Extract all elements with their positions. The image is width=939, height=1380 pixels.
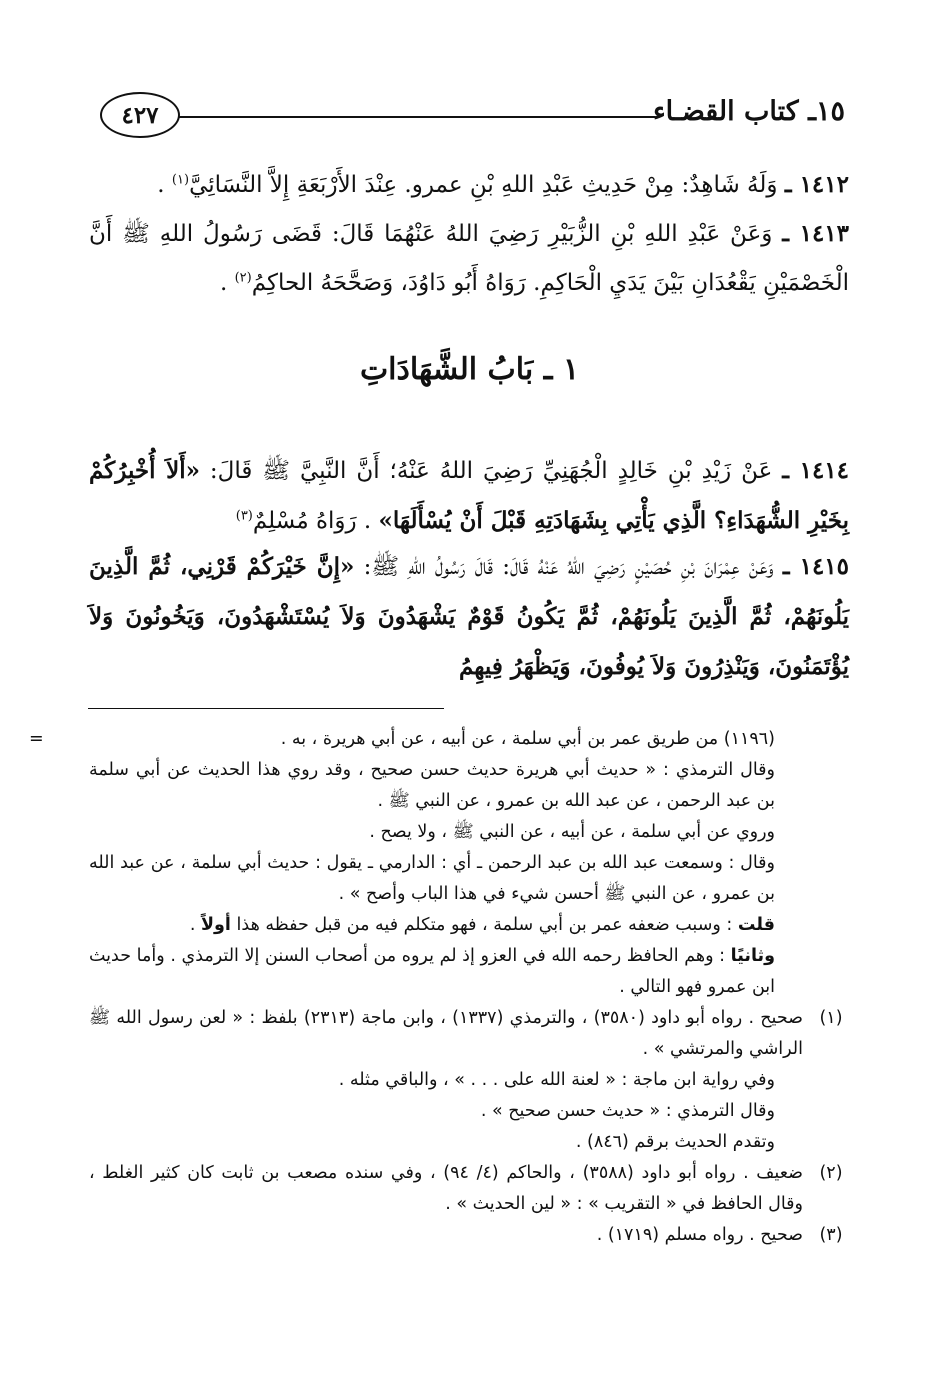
footnote-marker: (١) (819, 1008, 843, 1028)
running-header (100, 92, 845, 142)
footnote-ref: (٣) (235, 508, 253, 524)
qult-label: قلت (737, 915, 775, 935)
footnote-marker: (٢) (819, 1163, 843, 1183)
footnote-subline: وقال الترمذي : « حديث حسن صحيح » . (480, 1101, 775, 1121)
footnote-subline: وتقدم الحديث برقم (٨٤٦) . (575, 1132, 775, 1152)
qult-awwalan: أولاً (201, 915, 231, 935)
header-rule (174, 116, 655, 118)
entry-1415 (89, 542, 849, 692)
footnote-line: وقال : وسمعت عبد الله بن عبد الرحمن ـ أي : الدارمي ـ يقول : حديث أبي سلمة ، عن عبد الله بن عمرو ، عن النبي ﷺ أحسن شيء في هذا الباب وأصح » . (89, 853, 775, 904)
footnotes (29, 724, 851, 1251)
chapter-title: ١٥ـ كتاب القضـاء (652, 96, 845, 127)
footnote-3 (89, 1220, 851, 1251)
footnote-2 (89, 1158, 851, 1220)
footnote-text: ضعيف . رواه أبو داود (٣٥٨٨) ، والحاكم (٤/ ٩٤) ، وفي سنده مصعب بن ثابت كان كثير الغلط ، وقال الحافظ في « التقريب » : « لين الحديث » . (89, 1163, 803, 1214)
footnote-continuation (29, 724, 851, 1003)
footnote-subline: وفي رواية ابن ماجة : « لعنة الله على . . . » ، والباقي مثله . (338, 1070, 775, 1090)
section-title: ١ ـ بَابُ الشَّهَادَاتِ (359, 352, 580, 387)
footnote-ref: (١) (171, 172, 190, 188)
entry-number: ١٤١٣ ـ (782, 220, 850, 247)
footnote-line: وروي عن أبي سلمة ، عن أبيه ، عن النبي ﷺ ، ولا يصح . (369, 822, 775, 842)
footnote-text: صحيح . رواه أبو داود (٣٥٨٠) ، والترمذي (١٣٣٧) ، وابن ماجة (٢٣١٣) بلفظ : « لعن رسول الله ﷺ الراشي والمرتشي » . (89, 1008, 803, 1059)
footnote-1 (89, 1003, 851, 1158)
entry-end: . (219, 270, 228, 296)
thaniyan-line (89, 941, 775, 1003)
entry-number: ١٤١٢ ـ (784, 171, 849, 198)
footnote-line: وقال الترمذي : « حديث أبي هريرة حديث حسن صحيح ، وقد روي هذا الحديث عن أبي سلمة بن عبد الرحمن ، عن عبد الله بن عمرو ، عن النبي ﷺ . (89, 760, 775, 811)
thaniyan-label: وثانيًا (730, 946, 775, 966)
page-number-oval (100, 92, 180, 138)
entry-end: . (157, 172, 165, 198)
continuation-mark: = (29, 729, 44, 749)
entry-intro: عَنْ زَيْدِ بْنِ خَالِدٍ الْجُهَنِيِّ رَضِيَ اللهُ عَنْهُ؛ أَنَّ النَّبِيَّ ﷺ قَالَ: (209, 458, 773, 484)
entry-1412 (89, 160, 849, 210)
footnote-separator (88, 708, 444, 709)
entry-intro: وَعَنْ عِمْرَانَ بْنِ حُصَيْنٍ رَضِيَ اللهُ عَنْهُ قَالَ: قَالَ رَسُولُ اللهِ ﷺ: (363, 554, 774, 580)
thaniyan-text: : وهم الحافظ رحمه الله في العزو إذ لم يروه من أصحاب السنن إلا الترمذي . وأما حديث ابن عمرو فهو التالي . (89, 946, 775, 997)
hadith-text: «إِنَّ خَيْرَكُمْ قَرْنِي، ثُمَّ الَّذِينَ يَلُونَهُمْ، ثُمَّ الَّذِينَ يَلُونَهُمْ، ثُمَّ يَكُونُ قَوْمٌ يَشْهَدُونَ وَلاَ يُسْتَشْهَدُونَ، وَيَخُونُونَ وَلاَ يُؤْتَمَنُونَ، وَيَنْذِرُونَ وَلاَ يُوفُونَ، وَيَظْهَرُ فِيهِمُ (89, 553, 849, 680)
entry-text: وَعَنْ عَبْدِ اللهِ بْنِ الزُّبَيْرِ رَضِيَ اللهُ عَنْهُمَا قَالَ: قَضَى رَسُولُ اللهِ ﷺ أَنَّ الْخَصْمَيْنِ يَقْعُدَانِ بَيْنَ يَدَيِ الْحَاكِمِ. رَوَاهُ أَبُو دَاوُدَ، وَصَحَّحَهُ الحاكِمُ (89, 221, 849, 296)
footnote-line: (١١٩٦) من طريق عمر بن أبي سلمة ، عن أبيه ، عن أبي هريرة ، به . (280, 729, 775, 749)
page-number: ٤٢٧ (121, 101, 159, 129)
entry-1414 (89, 446, 849, 546)
hadith-text: «أَلاَ أُخْبِرُكُمْ بِخَيْرِ الشُّهَدَاءِ؟ الَّذِي يَأْتِي بِشَهَادَتِهِ قَبْلَ أَنْ يُسْأَلَهَا» (89, 457, 849, 534)
entry-number: ١٤١٤ ـ (782, 457, 850, 484)
footnote-ref: (٢) (234, 270, 252, 286)
qult-line (89, 910, 775, 941)
footnote-text: صحيح . رواه مسلم (١٧١٩) . (596, 1225, 803, 1245)
qult-end: . (189, 915, 196, 935)
entry-text: وَلَهُ شَاهِدٌ: مِنْ حَدِيثِ عَبْدِ اللهِ بْنِ عمرو. عِنْدَ الأَرْبَعَةِ إِلاَّ النَّسَائِيَّ (189, 172, 778, 198)
footnote-marker: (٣) (819, 1225, 843, 1245)
entry-outro: . رَوَاهُ مُسْلِمٌ (252, 508, 372, 534)
entry-1413 (89, 209, 849, 308)
qult-text: : وسبب ضعفه عمر بن أبي سلمة ، فهو متكلم فيه من قبل حفظه هذا (236, 915, 733, 935)
entry-number: ١٤١٥ ـ (782, 553, 850, 580)
